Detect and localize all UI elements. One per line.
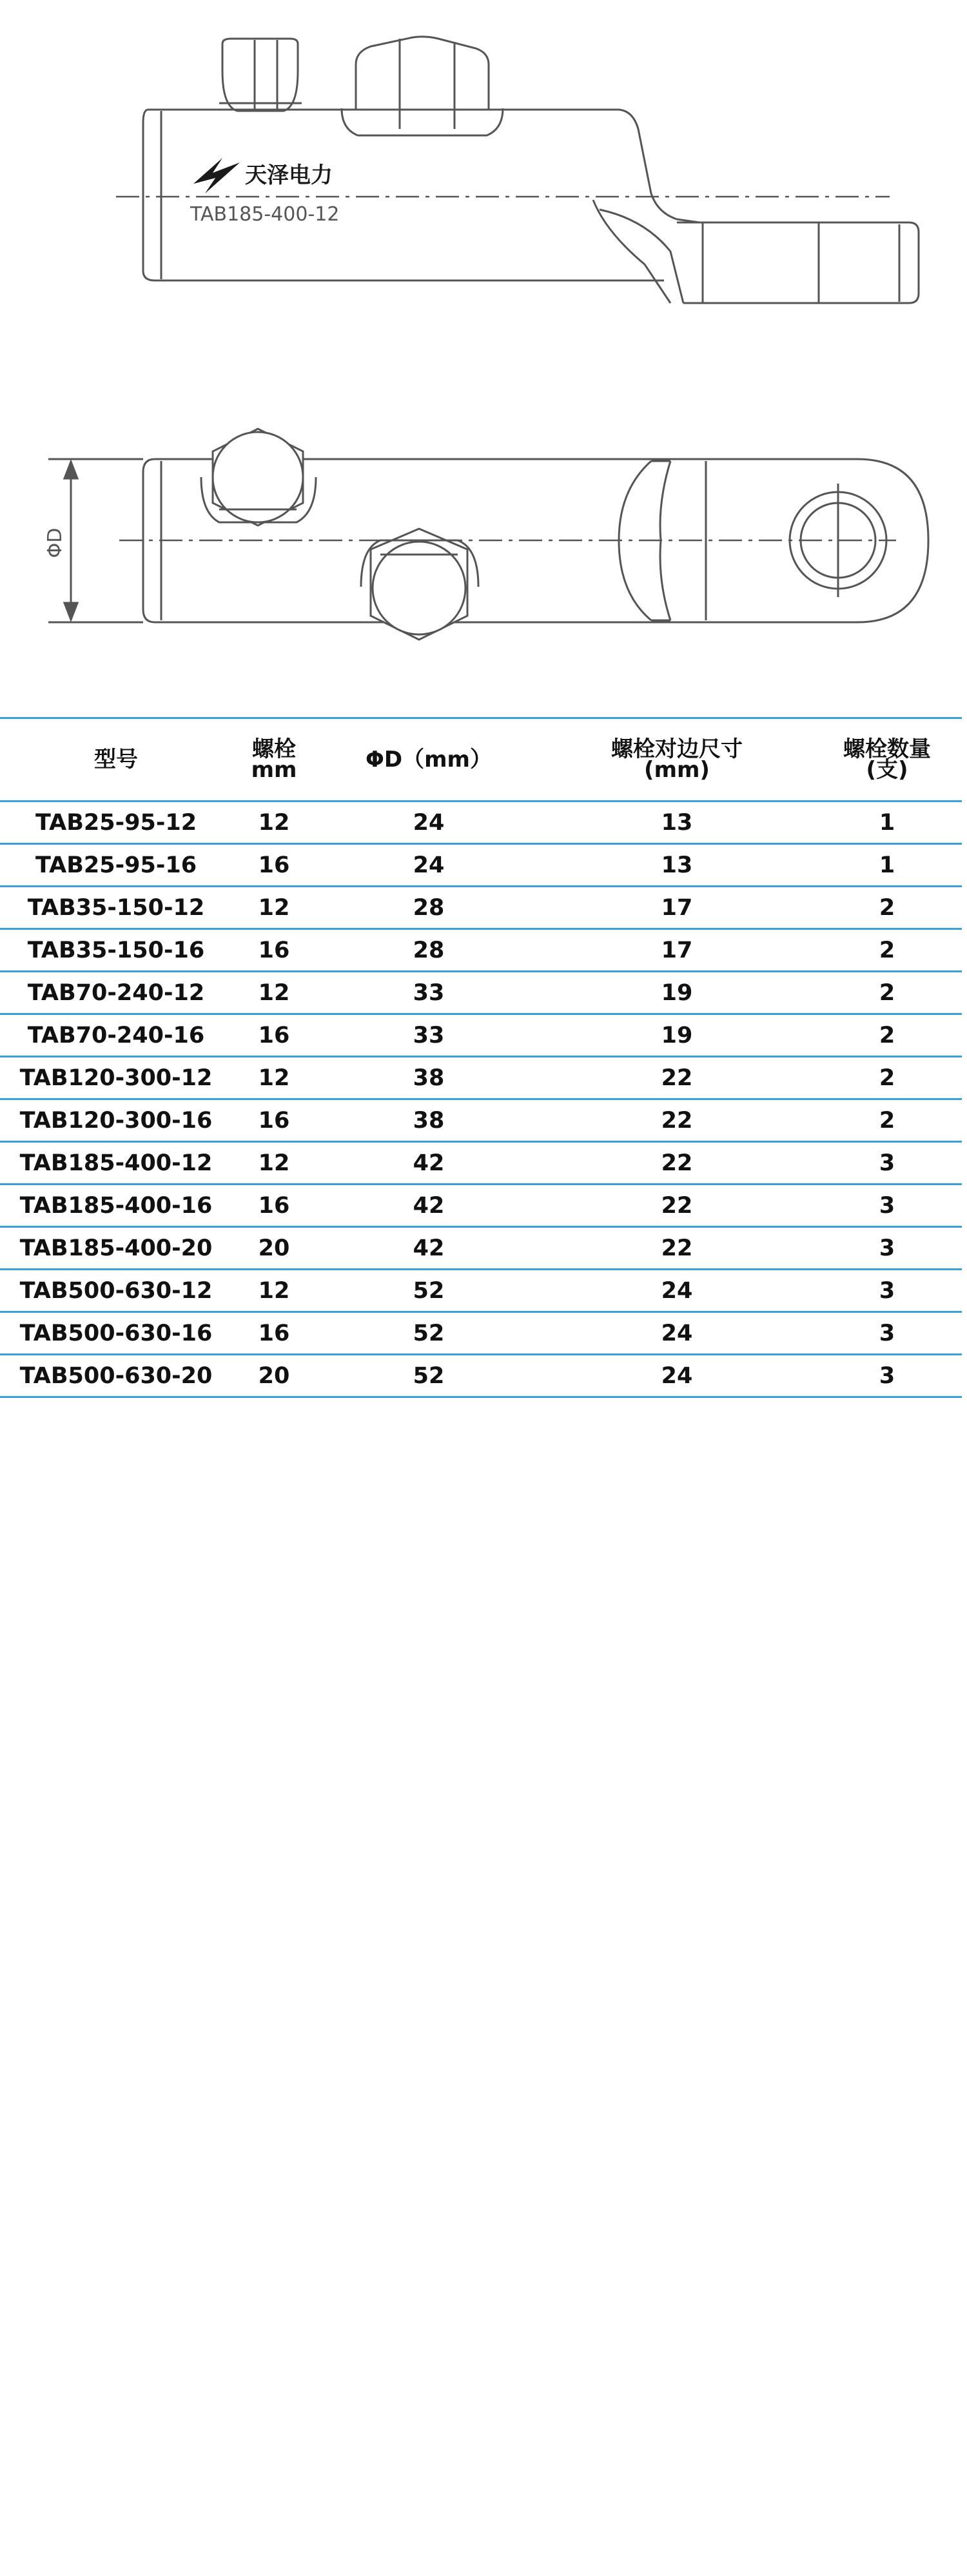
cell-count: 3 [812, 1227, 962, 1270]
cell-count: 2 [812, 929, 962, 972]
cell-diameter: 52 [316, 1355, 542, 1397]
table-row [0, 1312, 962, 1355]
cell-bolt: 16 [232, 1312, 316, 1355]
cell-across-flats: 24 [542, 1312, 812, 1355]
cell-bolt: 16 [232, 1185, 316, 1227]
cell-model: TAB35-150-12 [0, 887, 232, 929]
cell-model: TAB70-240-16 [0, 1014, 232, 1057]
side-view-drawing [0, 0, 967, 335]
table-row [0, 1355, 962, 1397]
cell-count: 3 [812, 1312, 962, 1355]
cell-diameter: 42 [316, 1185, 542, 1227]
brand-logo [193, 158, 333, 193]
cell-model: TAB500-630-16 [0, 1312, 232, 1355]
table-row [0, 929, 962, 972]
cell-across-flats: 24 [542, 1355, 812, 1397]
cell-diameter: 24 [316, 844, 542, 887]
table-row [0, 1142, 962, 1185]
table-row [0, 1014, 962, 1057]
cell-diameter: 38 [316, 1099, 542, 1142]
cell-bolt: 16 [232, 1014, 316, 1057]
cell-bolt: 12 [232, 1270, 316, 1312]
cell-across-flats: 22 [542, 1099, 812, 1142]
cell-count: 2 [812, 1014, 962, 1057]
table-row [0, 844, 962, 887]
header-model: 型号 [0, 718, 232, 801]
cell-diameter: 38 [316, 1057, 542, 1099]
cell-model: TAB25-95-16 [0, 844, 232, 887]
cell-diameter: 42 [316, 1142, 542, 1185]
cell-bolt: 12 [232, 1057, 316, 1099]
cell-model: TAB185-400-12 [0, 1142, 232, 1185]
table-row [0, 801, 962, 844]
cell-across-flats: 22 [542, 1142, 812, 1185]
cell-bolt: 20 [232, 1227, 316, 1270]
spec-table [0, 717, 962, 1398]
table-row [0, 887, 962, 929]
top-view-drawing [0, 400, 967, 696]
table-row [0, 1099, 962, 1142]
cell-bolt: 16 [232, 844, 316, 887]
cell-across-flats: 22 [542, 1227, 812, 1270]
cell-model: TAB500-630-12 [0, 1270, 232, 1312]
cell-diameter: 33 [316, 972, 542, 1014]
cell-model: TAB35-150-16 [0, 929, 232, 972]
cell-diameter: 33 [316, 1014, 542, 1057]
header-diameter: ΦD（mm） [316, 718, 542, 801]
cell-count: 2 [812, 1057, 962, 1099]
table-header-row [0, 718, 962, 801]
cell-across-flats: 22 [542, 1057, 812, 1099]
header-bolt-count: 螺栓数量 (支) [812, 718, 962, 801]
cell-across-flats: 22 [542, 1185, 812, 1227]
cell-diameter: 52 [316, 1270, 542, 1312]
brand-text: 天泽电力 [245, 162, 333, 188]
cell-bolt: 20 [232, 1355, 316, 1397]
cell-count: 2 [812, 887, 962, 929]
cell-bolt: 12 [232, 972, 316, 1014]
header-bolt-mm: 螺栓 mm [232, 718, 316, 801]
header-bolt-across-flats: 螺栓对边尺寸 (mm) [542, 718, 812, 801]
cell-model: TAB70-240-12 [0, 972, 232, 1014]
cell-across-flats: 19 [542, 1014, 812, 1057]
cell-across-flats: 13 [542, 844, 812, 887]
cell-diameter: 42 [316, 1227, 542, 1270]
cell-bolt: 12 [232, 1142, 316, 1185]
cell-bolt: 16 [232, 1099, 316, 1142]
table-row [0, 1057, 962, 1099]
cell-diameter: 52 [316, 1312, 542, 1355]
cell-count: 1 [812, 844, 962, 887]
cell-count: 3 [812, 1270, 962, 1312]
cell-count: 3 [812, 1185, 962, 1227]
cell-model: TAB185-400-16 [0, 1185, 232, 1227]
diameter-label: ΦD [44, 527, 66, 558]
cell-across-flats: 13 [542, 801, 812, 844]
table-row [0, 972, 962, 1014]
cell-across-flats: 19 [542, 972, 812, 1014]
table-row [0, 1270, 962, 1312]
cell-model: TAB185-400-20 [0, 1227, 232, 1270]
cell-count: 2 [812, 972, 962, 1014]
cell-diameter: 28 [316, 929, 542, 972]
cell-bolt: 12 [232, 801, 316, 844]
bolt-head-back-icon [219, 39, 302, 111]
cell-count: 2 [812, 1099, 962, 1142]
cell-across-flats: 24 [542, 1270, 812, 1312]
cell-model: TAB25-95-12 [0, 801, 232, 844]
cell-diameter: 28 [316, 887, 542, 929]
cell-count: 1 [812, 801, 962, 844]
cell-bolt: 16 [232, 929, 316, 972]
cell-model: TAB500-630-20 [0, 1355, 232, 1397]
bolt-head-front-icon [342, 37, 503, 135]
cell-diameter: 24 [316, 801, 542, 844]
table-row [0, 1227, 962, 1270]
table-row [0, 1185, 962, 1227]
cell-model: TAB120-300-12 [0, 1057, 232, 1099]
bolt-head-top-1-icon [201, 429, 316, 526]
cell-across-flats: 17 [542, 887, 812, 929]
cell-model: TAB120-300-16 [0, 1099, 232, 1142]
cell-bolt: 12 [232, 887, 316, 929]
model-stamp: TAB185-400-12 [190, 203, 340, 226]
cell-count: 3 [812, 1142, 962, 1185]
cell-across-flats: 17 [542, 929, 812, 972]
cell-count: 3 [812, 1355, 962, 1397]
